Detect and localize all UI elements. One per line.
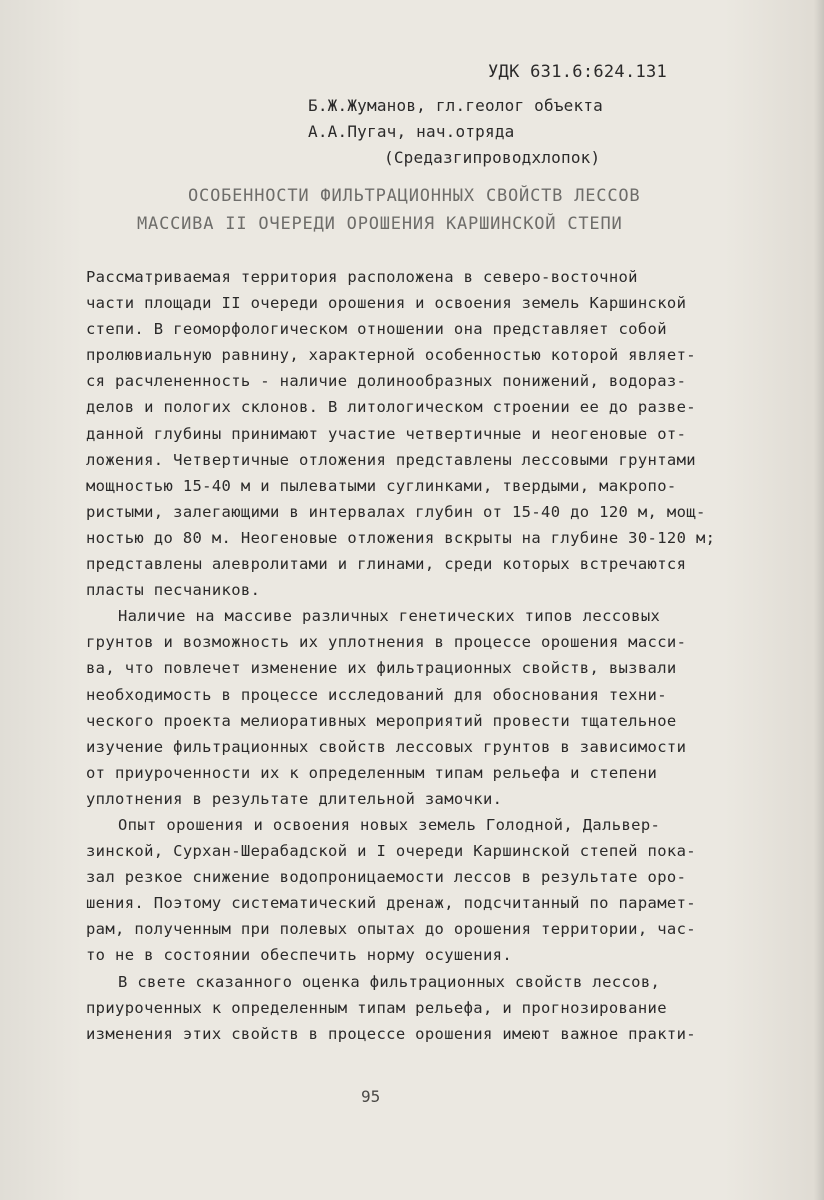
text-line: зинской, Сурхан-Шерабадской и I очереди Каршинской степей пока-: [86, 842, 696, 861]
text-line: мощностью 15-40 м и пылеватыми суглинками, твердыми, макропо-: [86, 476, 677, 495]
text-line: ностью до 80 м. Неогеновые отложения вскрыты на глубине 30-120 м;: [86, 528, 716, 547]
text-line: то не в состоянии обеспечить норму осушения.: [86, 946, 512, 965]
text-line: от приуроченности их к определенным типам рельефа и степени: [86, 763, 658, 782]
text-line: делов и пологих склонов. В литологическом строении ее до разве-: [86, 398, 696, 417]
text-line: пласты песчаников.: [86, 581, 261, 600]
text-line: ческого проекта мелиоративных мероприятий провести тщательное: [86, 711, 677, 730]
text-line: изменения этих свойств в процессе орошения имеют важное практи-: [86, 1024, 696, 1043]
title-line-2: МАССИВА II ОЧЕРЕДИ ОРОШЕНИЯ КАРШИНСКОЙ СТЕПИ: [137, 214, 623, 234]
text-line: представлены алевролитами и глинами, среди которых встречаются: [86, 555, 687, 574]
text-line: ристыми, залегающими в интервалах глубин от 15-40 до 120 м, мощ-: [86, 502, 706, 521]
text-line: изучение фильтрационных свойств лессовых грунтов в зависимости: [86, 737, 687, 756]
text-line: ложения. Четвертичные отложения представлены лессовыми грунтами: [86, 450, 696, 469]
text-line: необходимость в процессе исследований для обоснования техни-: [86, 685, 667, 704]
body-text: [86, 264, 726, 1047]
text-line: зал резкое снижение водопроницаемости лессов в результате оро-: [86, 868, 687, 887]
page-spine-shadow: [814, 0, 824, 1200]
udk-code: УДК 631.6:624.131: [488, 62, 668, 82]
text-line: Опыт орошения и освоения новых земель Голодной, Дальвер-: [118, 815, 661, 834]
text-line: части площади II очереди орошения и освоения земель Каршинской: [86, 294, 687, 313]
text-line: Наличие на массиве различных генетических типов лессовых: [118, 607, 661, 626]
text-line: ва, что повлечет изменение их фильтрационных свойств, вызвали: [86, 659, 677, 678]
text-line: приуроченных к определенным типам рельефа, и прогнозирование: [86, 998, 667, 1017]
text-line: данной глубины принимают участие четвертичные и неогеновые от-: [86, 424, 687, 443]
organization: (Средазгипроводхлопок): [384, 148, 601, 167]
text-line: Рассматриваемая территория расположена в северо-восточной: [86, 268, 638, 286]
text-line: пролювиальную равнину, характерной особенностью которой являет-: [86, 346, 696, 365]
text-line: В свете сказанного оценка фильтрационных свойств лессов,: [118, 972, 661, 991]
author-1: Б.Ж.Жуманов, гл.геолог объекта: [308, 96, 603, 115]
page-number: 95: [361, 1087, 381, 1106]
text-line: шения. Поэтому систематический дренаж, подсчитанный по парамет-: [86, 894, 696, 913]
text-line: рам, полученным при полевых опытах до орошения территории, час-: [86, 920, 696, 939]
title-line-1: ОСОБЕННОСТИ ФИЛЬТРАЦИОННЫХ СВОЙСТВ ЛЕССОВ: [188, 186, 641, 206]
author-2: А.А.Пугач, нач.отряда: [308, 122, 515, 141]
text-line: уплотнения в результате длительной замочки.: [86, 789, 503, 808]
text-line: степи. В геоморфологическом отношении она представляет собой: [86, 320, 667, 339]
text-line: грунтов и возможность их уплотнения в процессе орошения масси-: [86, 633, 687, 652]
text-line: ся расчлененность - наличие долинообразных понижений, водораз-: [86, 372, 687, 391]
